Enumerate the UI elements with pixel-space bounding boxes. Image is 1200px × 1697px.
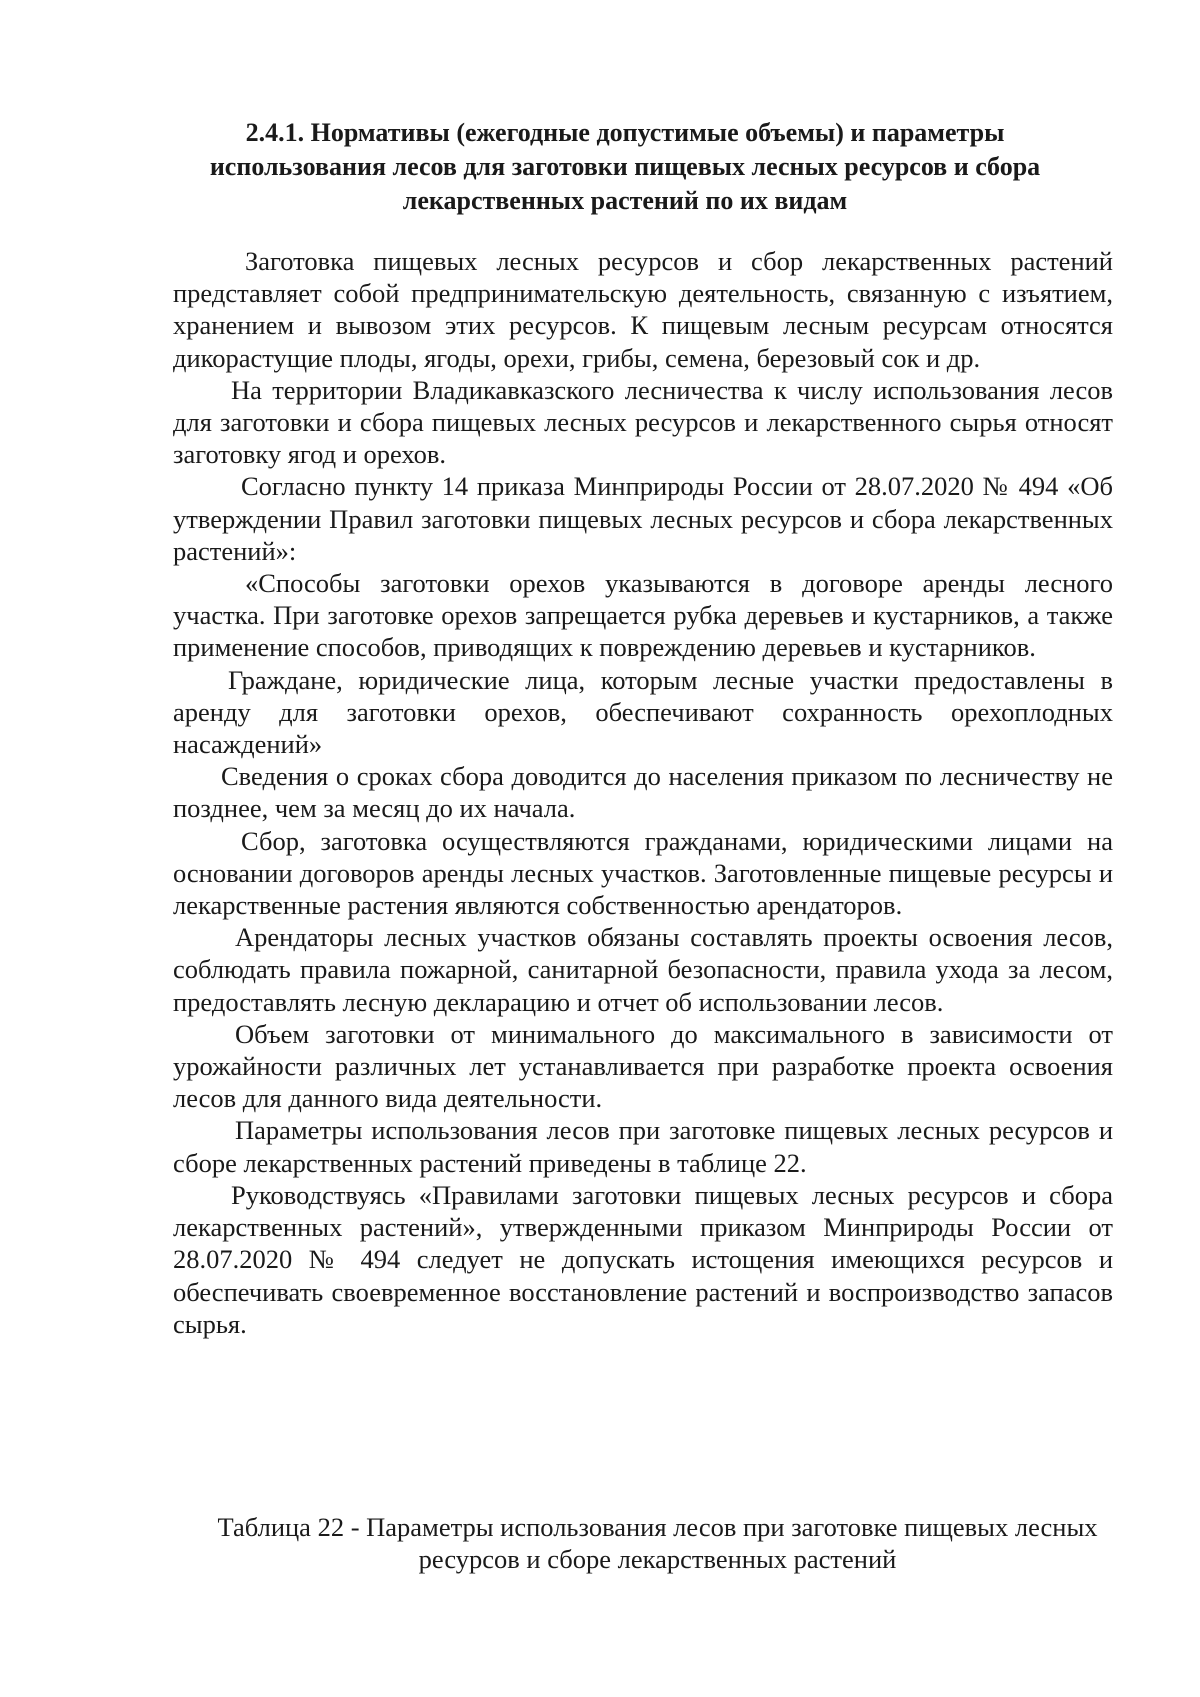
paragraph-9: Объем заготовки от минимального до максимального в зависимости от урожайности различных лет устанавливается при разработке проекта освоения лесов для данного вида деятельности. xyxy=(173,1018,1113,1114)
paragraph-10: Параметры использования лесов при заготовке пищевых лесных ресурсов и сборе лекарственных растений приведены в таблице 22. xyxy=(173,1115,1113,1178)
caption-line-1: Таблица 22 - Параметры использования лесов при заготовке пищевых лесных xyxy=(217,1512,1098,1542)
paragraph-1: Заготовка пищевых лесных ресурсов и сбор лекарственных растений представляет собой предпринимательскую деятельность, связанную с изъятием, хранением и вывозом этих ресурсов. К пищевым лесным ресурсам относятся дикорастущие плоды, ягоды, орехи, грибы, семена, березовый сок и др. xyxy=(173,246,1113,373)
paragraph-2: На территории Владикавказского лесничества к числу использования лесов для заготовки и сбора пищевых лесных ресурсов и лекарственного сырья относят заготовку ягод и орехов. xyxy=(173,374,1113,470)
paragraph-6: Сведения о сроках сбора доводится до населения приказом по лесничеству не позднее, чем за месяц до их начала. xyxy=(173,761,1113,824)
table-caption xyxy=(190,1511,1125,1575)
heading-line-1: 2.4.1. Нормативы (ежегодные допустимые объемы) и параметры xyxy=(245,118,1005,147)
heading-line-2: использования лесов для заготовки пищевых лесных ресурсов и сбора xyxy=(209,152,1041,181)
heading-line-3: лекарственных растений по их видам xyxy=(402,186,848,215)
caption-line-2: ресурсов и сборе лекарственных растений xyxy=(418,1544,897,1574)
paragraph-4: «Способы заготовки орехов указываются в договоре аренды лесного участка. При заготовке орехов запрещается рубка деревьев и кустарников, а также применение способов, приводящих к повреждению деревьев и кустарников. xyxy=(173,568,1113,663)
body-text xyxy=(173,245,1113,1340)
paragraph-11: Руководствуясь «Правилами заготовки пищевых лесных ресурсов и сбора лекарственных растений», утвержденными приказом Минприроды России от 28.07.2020 № 494 следует не допускать истощения имеющихся ресурсов и обеспечивать своевременное восстановление растений и воспроизводство запасов сырья. xyxy=(173,1179,1113,1339)
paragraph-5: Граждане, юридические лица, которым лесные участки предоставлены в аренду для заготовки орехов, обеспечивают сохранность орехоплодных насаждений» xyxy=(173,664,1113,760)
section-heading xyxy=(175,116,1075,218)
paragraph-7: Сбор, заготовка осуществляются гражданами, юридическими лицами на основании договоров аренды лесных участков. Заготовленные пищевые ресурсы и лекарственные растения являются собственностью арендаторов. xyxy=(173,825,1113,921)
paragraph-8: Арендаторы лесных участков обязаны составлять проекты освоения лесов, соблюдать правила пожарной, санитарной безопасности, правила ухода за лесом, предоставлять лесную декларацию и отчет об использовании лесов. xyxy=(173,922,1113,1017)
paragraph-3: Согласно пункту 14 приказа Минприроды России от 28.07.2020 № 494 «Об утверждении Правил заготовки пищевых лесных ресурсов и сбора лекарственных растений»: xyxy=(173,471,1113,566)
